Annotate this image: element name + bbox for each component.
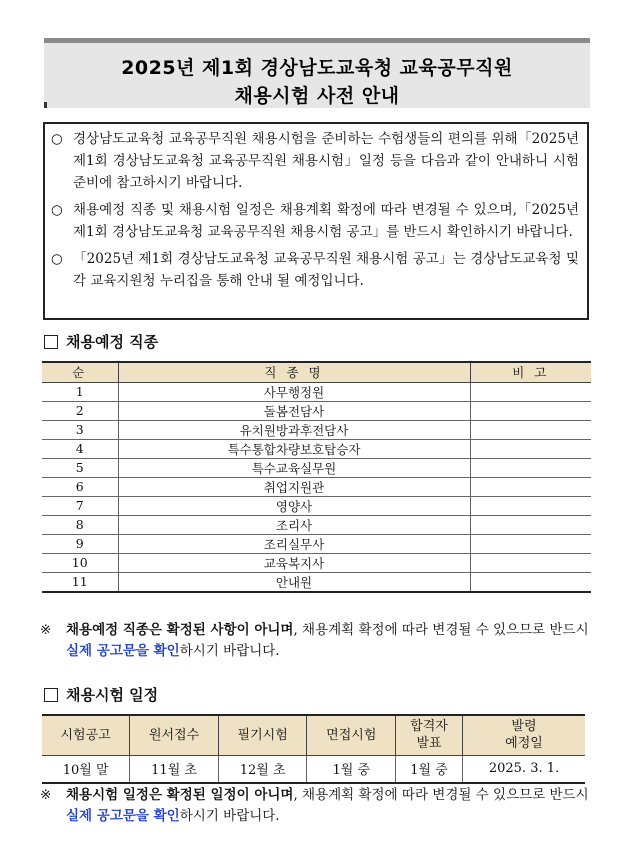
cell-note bbox=[470, 496, 591, 515]
cell-note bbox=[470, 534, 591, 553]
table-row bbox=[42, 534, 591, 553]
column-header: 시험공고 bbox=[42, 715, 130, 755]
column-header: 비 고 bbox=[470, 362, 591, 382]
cell-no: 2 bbox=[42, 401, 118, 420]
cell-no: 1 bbox=[42, 382, 118, 401]
cell-note bbox=[470, 515, 591, 534]
title-banner bbox=[44, 38, 590, 108]
footnote-tail: 하시기 바랍니다. bbox=[179, 808, 280, 824]
cell-note bbox=[470, 553, 591, 572]
footnote-tail: 하시기 바랍니다. bbox=[179, 643, 280, 659]
column-header: 발령 예정일 bbox=[462, 715, 585, 755]
table-row bbox=[42, 439, 591, 458]
cell-job-name: 돌봄전담사 bbox=[118, 401, 470, 420]
table-row bbox=[42, 420, 591, 439]
section-heading-jobs bbox=[44, 331, 158, 352]
notice-box bbox=[43, 122, 589, 320]
schedule-value: 1월 중 bbox=[307, 755, 396, 783]
circle-bullet: ○ bbox=[51, 202, 63, 218]
notice-item bbox=[51, 128, 579, 194]
cell-job-name: 교육복지사 bbox=[118, 553, 470, 572]
circle-bullet: ○ bbox=[51, 131, 63, 147]
cell-job-name: 조리사 bbox=[118, 515, 470, 534]
table-row bbox=[42, 496, 591, 515]
table-row bbox=[42, 572, 591, 592]
table-row bbox=[42, 458, 591, 477]
table-header-row bbox=[42, 715, 585, 755]
schedule-value: 1월 중 bbox=[396, 755, 463, 783]
section-title: 채용예정 직종 bbox=[66, 333, 159, 351]
schedule-value: 10월 말 bbox=[42, 755, 130, 783]
schedule-table bbox=[42, 714, 585, 784]
cell-note bbox=[470, 477, 591, 496]
cell-job-name: 조리실무사 bbox=[118, 534, 470, 553]
cell-no: 11 bbox=[42, 572, 118, 592]
column-header: 순 bbox=[42, 362, 118, 382]
cell-no: 10 bbox=[42, 553, 118, 572]
notice-text: 경상남도교육청 교육공무직원 채용시험을 준비하는 수험생들의 편의를 위해「2025년 제1회 경상남도교육청 교육공무직원 채용시험」일정 등을 다음과 같이 안내하니 시험 준비에 참고하시기 바랍니다. bbox=[73, 131, 579, 191]
reference-mark: ※ bbox=[40, 787, 52, 803]
notice-item bbox=[51, 248, 579, 292]
cell-no: 8 bbox=[42, 515, 118, 534]
section-heading-schedule bbox=[44, 684, 158, 705]
cell-no: 3 bbox=[42, 420, 118, 439]
cell-note bbox=[470, 439, 591, 458]
cell-job-name: 유치원방과후전담사 bbox=[118, 420, 470, 439]
schedule-value: 2025. 3. 1. bbox=[462, 755, 585, 783]
cell-no: 6 bbox=[42, 477, 118, 496]
cell-job-name: 취업지원관 bbox=[118, 477, 470, 496]
column-header: 면접시험 bbox=[307, 715, 396, 755]
jobs-table bbox=[42, 361, 591, 593]
cell-job-name: 안내원 bbox=[118, 572, 470, 592]
table-row bbox=[42, 553, 591, 572]
cell-note bbox=[470, 572, 591, 592]
footnote-highlight: 실제 공고문을 확인 bbox=[66, 808, 180, 824]
cell-no: 4 bbox=[42, 439, 118, 458]
jobs-footnote bbox=[40, 620, 592, 662]
cell-no: 9 bbox=[42, 534, 118, 553]
notice-text: 「2025년 제1회 경상남도교육청 교육공무직원 채용시험 공고」는 경상남도교육청 및 각 교육지원청 누리집을 통해 안내 될 예정입니다. bbox=[73, 251, 579, 289]
checkbox-square-icon bbox=[44, 688, 58, 702]
column-header: 직 종 명 bbox=[118, 362, 470, 382]
footnote-text: , 채용계획 확정에 따라 변경될 수 있으므로 반드시 bbox=[293, 787, 589, 803]
schedule-footnote bbox=[40, 785, 592, 827]
column-header: 합격자 발표 bbox=[396, 715, 463, 755]
table-row bbox=[42, 755, 585, 783]
page-title-line1: 2025년 제1회 경상남도교육청 교육공무직원 bbox=[121, 57, 513, 79]
checkbox-square-icon bbox=[44, 335, 58, 349]
cell-no: 7 bbox=[42, 496, 118, 515]
cell-job-name: 사무행정원 bbox=[118, 382, 470, 401]
footnote-bold: 채용예정 직종은 확정된 사항이 아니며 bbox=[66, 622, 294, 638]
schedule-value: 12월 초 bbox=[218, 755, 307, 783]
cell-note bbox=[470, 401, 591, 420]
table-row bbox=[42, 515, 591, 534]
cell-note bbox=[470, 458, 591, 477]
table-header-row bbox=[42, 362, 591, 382]
cell-no: 5 bbox=[42, 458, 118, 477]
table-row bbox=[42, 477, 591, 496]
reference-mark: ※ bbox=[40, 622, 52, 638]
cell-job-name: 특수교육실무원 bbox=[118, 458, 470, 477]
notice-item bbox=[51, 199, 579, 243]
cell-job-name: 영양사 bbox=[118, 496, 470, 515]
cell-job-name: 특수통합차량보호탑승자 bbox=[118, 439, 470, 458]
notice-text: 채용예정 직종 및 채용시험 일정은 채용계획 확정에 따라 변경될 수 있으며,「2025년 제1회 경상남도교육청 교육공무직원 채용시험 공고」를 반드시 확인하시기 바랍니다. bbox=[73, 202, 579, 240]
cell-note bbox=[470, 420, 591, 439]
footnote-highlight: 실제 공고문을 확인 bbox=[66, 643, 180, 659]
table-row bbox=[42, 401, 591, 420]
column-header: 원서접수 bbox=[130, 715, 219, 755]
column-header: 필기시험 bbox=[218, 715, 307, 755]
cell-note bbox=[470, 382, 591, 401]
schedule-value: 11월 초 bbox=[130, 755, 219, 783]
footnote-bold: 채용시험 일정은 확정된 일정이 아니며 bbox=[66, 787, 294, 803]
title-accent bbox=[44, 102, 47, 108]
page-title-line2: 채용시험 사전 안내 bbox=[234, 85, 400, 107]
footnote-text: , 채용계획 확정에 따라 변경될 수 있으므로 반드시 bbox=[293, 622, 589, 638]
circle-bullet: ○ bbox=[51, 251, 63, 267]
section-title: 채용시험 일정 bbox=[66, 686, 159, 704]
table-row bbox=[42, 382, 591, 401]
